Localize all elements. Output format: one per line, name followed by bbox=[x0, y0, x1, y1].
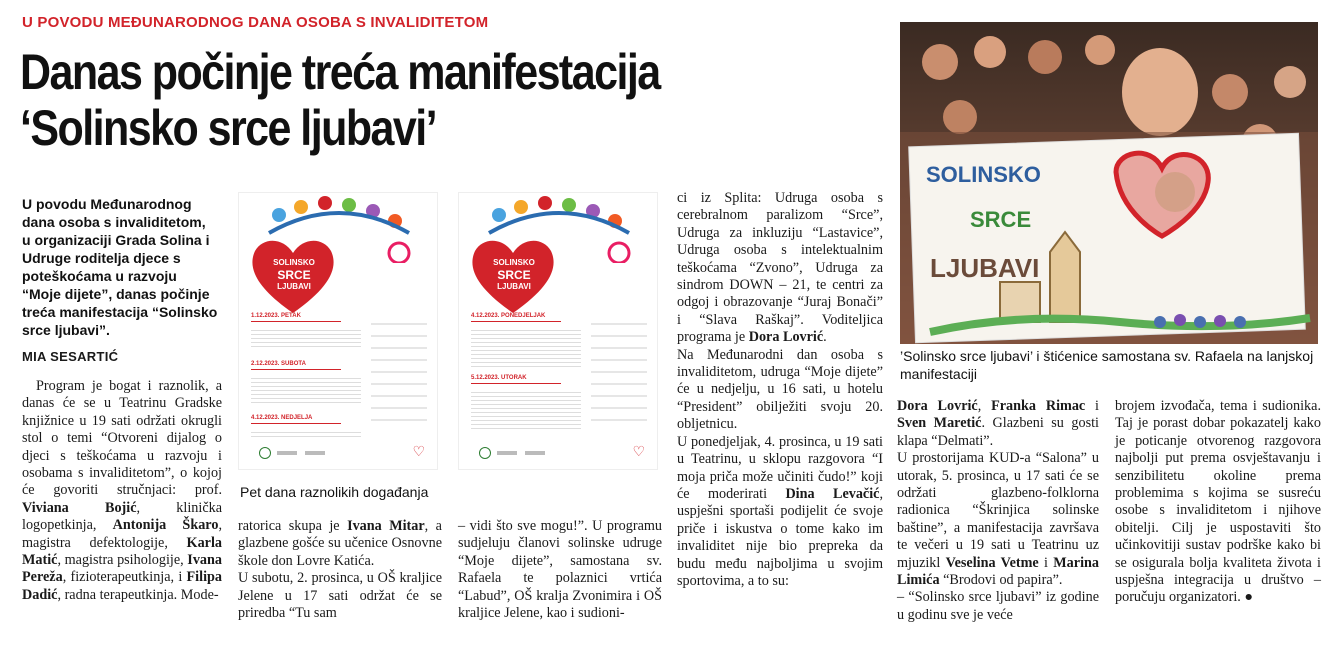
poster-divider bbox=[471, 321, 561, 322]
person-name: Filipa Dadić bbox=[22, 569, 222, 603]
text: , magistra defektologije, bbox=[22, 517, 222, 551]
text: , uspješni sportaši podijelit će svoje priče i iskustva o tome kako im invaliditet nije bio prepreka da budu među najboljima u svojim sportovima, a to su: bbox=[677, 485, 884, 589]
person-name: Franka Rimac bbox=[991, 398, 1086, 414]
poster-row-placeholder bbox=[251, 327, 361, 349]
text: – vidi što sve mogu!”. U programu sudjeluju članovi solinske udruge “Moje dijete”, samostana sv. Rafaela te polaznici vrtića “Labud”, OŠ kralja Zvonimira i OŠ kraljice Jelene, kao i sudioni- bbox=[458, 518, 662, 622]
article-column-1 bbox=[22, 378, 222, 604]
text: “Brodovi od papira”. bbox=[939, 572, 1063, 589]
person-name: Marina Limića bbox=[897, 554, 1099, 589]
person-name: Dina Levačić bbox=[785, 485, 880, 502]
person-name: Veselina Vetme bbox=[945, 554, 1039, 571]
sign-word-2: SRCE bbox=[970, 207, 1032, 232]
article-column-2 bbox=[238, 518, 442, 622]
byline: MIA SESARTIĆ bbox=[22, 349, 119, 364]
headline-line-1: Danas počinje treća manifestacija bbox=[20, 44, 660, 100]
person-name: Sven Maretić bbox=[897, 415, 982, 432]
sign-word-3: LJUBAVI bbox=[930, 253, 1040, 283]
text: , magistra psihologije, bbox=[57, 552, 188, 569]
poster-date: 1.12.2023. PETAK bbox=[251, 313, 301, 319]
poster-divider bbox=[251, 423, 341, 424]
text: Program je bogat i raznolik, a danas će se u Teatrinu Gradske knjižnice u 19 sati održati okrugli stol o temi “Otvoreni dijalog o djeci s teškoćama u razvoju i osobama s invaliditetom”, o kojoj će govoriti stručnjaci: prof. bbox=[22, 378, 222, 499]
person-name: Dora Lovrić bbox=[748, 329, 824, 346]
poster-row-placeholder bbox=[251, 429, 361, 437]
poster-right-column-placeholder bbox=[591, 313, 647, 423]
poster-logos bbox=[469, 447, 647, 461]
text: Na Međunarodni dan osoba s invaliditetom, udruga “Moje dijete” će u nedjelju, u 16 sati, u hotelu “President” obilježiti svoju 20. obljetnicu. bbox=[677, 346, 883, 433]
poster-title-line: SRCE bbox=[497, 268, 531, 282]
heart-icon: ♡ bbox=[632, 445, 645, 460]
lead-paragraph: U povodu Međunarodnog dana osoba s invaliditetom, u organizaciji Grada Solina i Udruge roditelja djece s poteškoćama u razvoju “Moje dijete”, danas počinje treća manifestacija “Solinsko srce ljubavi”. bbox=[22, 196, 218, 338]
kicker: U POVODU MEĐUNARODNOG DANA OSOBA S INVALIDITETOM bbox=[22, 14, 489, 31]
poster-title bbox=[259, 257, 329, 293]
text: – “Solinsko srce ljubavi” iz godine u godinu sve je veće bbox=[897, 589, 1099, 623]
article-column-4 bbox=[677, 190, 883, 590]
poster-divider bbox=[251, 369, 341, 370]
headline bbox=[20, 44, 760, 156]
poster-title-line: SOLINSKO bbox=[273, 258, 315, 267]
poster-divider bbox=[471, 383, 561, 384]
poster-date: 2.12.2023. SUBOTA bbox=[251, 361, 306, 367]
text: brojem izvođača, tema i sudionika. Taj je porast dobar pokazatelj kako je poticanje otvorenog razgovora najbolji put prema osvještavanju i senzibilitetu okoline prema problemima s kojima se susreću osobe s invaliditetom i njihove obitelji. Cilj je uspostaviti što učinkovitiji sustav podrške kako bi se osigurala bolja kvaliteta života i uspješna integracija u društvo – poručuju organizatori. ● bbox=[1115, 398, 1321, 606]
poster-date: 4.12.2023. PONEDJELJAK bbox=[471, 313, 546, 319]
text: U prostorijama KUD-a “Salona” u utorak, 5. prosinca, u 17 sati će se održati glazbeno-folklorna radionica “Škrinjica solinske baštine”, a manifestacija završava te večeri u 19 sati u Teatrinu uz mjuzikl bbox=[897, 450, 1099, 571]
person-name: Dora Lovrić bbox=[897, 398, 978, 414]
text: . bbox=[823, 329, 827, 346]
poster-date: 4.12.2023. NEDJELJA bbox=[251, 415, 313, 421]
poster-right-column-placeholder bbox=[371, 313, 427, 423]
poster-logos bbox=[249, 447, 427, 461]
text: , radna terapeutkinja. Mode- bbox=[57, 586, 219, 603]
event-photo bbox=[900, 22, 1318, 344]
poster-title-line: LJUBAVI bbox=[277, 282, 311, 291]
poster-caption: Pet dana raznolikih događanja bbox=[240, 484, 429, 500]
person-name: Karla Matić bbox=[22, 534, 222, 569]
text: U ponedjeljak, 4. prosinca, u 19 sati u Teatrinu, u sklopu razgovora “I moja priča može učiniti čudo!” koji će moderirati bbox=[677, 433, 883, 502]
event-poster-1 bbox=[238, 192, 438, 470]
poster-row-placeholder bbox=[471, 389, 581, 429]
poster-title-line: SOLINSKO bbox=[493, 258, 535, 267]
heart-icon: ♡ bbox=[412, 445, 425, 460]
text: i bbox=[1038, 554, 1054, 571]
event-poster-2 bbox=[458, 192, 658, 470]
photo-caption: ’Solinsko srce ljubavi’ i štićenice samostana sv. Rafaela na lanjskoj manifestaciji bbox=[900, 348, 1314, 382]
article-column-6 bbox=[1115, 398, 1321, 607]
text: , a glazbene gošće su učenice Osnovne škole don Lovre Katića. bbox=[238, 518, 442, 569]
person-name: Ivana Mitar bbox=[347, 518, 425, 534]
text: ci iz Splita: Udruga osoba s cerebralnom paralizom “Srce”, Udruga za inkluziju “Lastavice”, Udruga osoba s intelektualnim teškoćama “Zvono”, Udruga za sindrom DOWN – 21, te centri za odgoj i obrazovanje “Juraj Bonači” i “Slava Raškaj”. Voditeljica programa je bbox=[677, 190, 883, 346]
article-column-5 bbox=[897, 398, 1099, 624]
poster-date: 5.12.2023. UTORAK bbox=[471, 375, 527, 381]
person-name: Ivana Pereža bbox=[22, 552, 222, 586]
person-name: Antonija Škaro bbox=[112, 517, 219, 534]
person-name: Viviana Bojić bbox=[22, 499, 137, 516]
photo-illustration bbox=[900, 22, 1318, 344]
poster-title-line: LJUBAVI bbox=[497, 282, 531, 291]
text: ratorica skupa je bbox=[238, 518, 348, 534]
poster-title bbox=[479, 257, 549, 293]
text: . Glazbeni su gosti klapa “Delmati”. bbox=[897, 415, 1099, 449]
poster-row-placeholder bbox=[471, 327, 581, 369]
poster-title-line: SRCE bbox=[277, 268, 311, 282]
headline-line-2: ‘Solinsko srce ljubavi’ bbox=[20, 100, 437, 156]
text: , bbox=[977, 398, 992, 414]
sign-word-1: SOLINSKO bbox=[926, 162, 1041, 187]
text: i bbox=[1085, 398, 1099, 414]
text: U subotu, 2. prosinca, u OŠ kraljice Jelene u 17 sati održat će se priredba “Tu sam bbox=[238, 570, 442, 622]
text: , klinička logopetkinja, bbox=[22, 499, 223, 534]
poster-row-placeholder bbox=[251, 375, 361, 405]
article-column-3 bbox=[458, 518, 662, 622]
text: , fizioterapeutkinja, i bbox=[62, 569, 187, 586]
poster-divider bbox=[251, 321, 341, 322]
